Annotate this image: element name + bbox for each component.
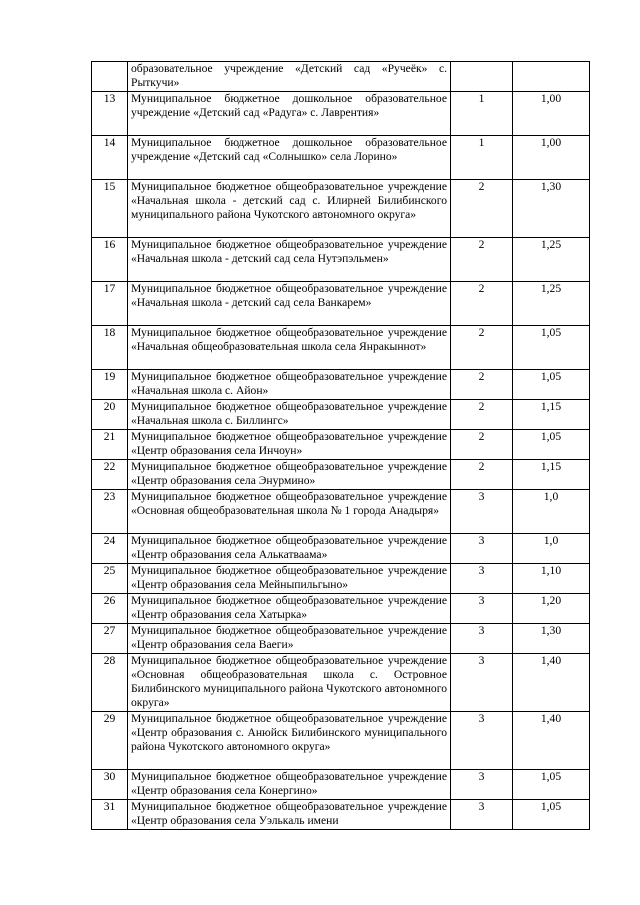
table-row: [92, 770, 590, 800]
institution-name: Муниципальное бюджетное общеобразовательное учреждение «Начальная школа - детский сад с. Илирней Билибинского муниципального района Чукотского автономного округа»: [128, 180, 451, 238]
row-number: 15: [92, 180, 128, 238]
institution-name: Муниципальное бюджетное общеобразовательное учреждение «Центр образования села Конергино»: [128, 770, 451, 800]
coefficient: 1,05: [513, 800, 590, 830]
group-count: 3: [451, 594, 513, 624]
institutions-table: [91, 61, 590, 830]
row-number: 20: [92, 400, 128, 430]
group-count: 2: [451, 180, 513, 238]
row-number: 16: [92, 238, 128, 282]
group-count: 3: [451, 564, 513, 594]
coefficient: 1,05: [513, 770, 590, 800]
coefficient: 1,25: [513, 282, 590, 326]
table-row: [92, 370, 590, 400]
institution-name: Муниципальное бюджетное общеобразовательное учреждение «Начальная школа - детский сад села Ванкарем»: [128, 282, 451, 326]
institution-name: Муниципальное бюджетное общеобразовательное учреждение «Центр образования села Инчоун»: [128, 430, 451, 460]
row-number: 18: [92, 326, 128, 370]
group-count: 3: [451, 534, 513, 564]
table-row: [92, 594, 590, 624]
coefficient: 1,15: [513, 460, 590, 490]
group-count: 3: [451, 490, 513, 534]
institution-name: Муниципальное бюджетное общеобразовательное учреждение «Центр образования села Энурмино»: [128, 460, 451, 490]
group-count: 2: [451, 370, 513, 400]
institution-name: Муниципальное бюджетное общеобразовательное учреждение «Начальная школа с. Биллингс»: [128, 400, 451, 430]
group-count: 3: [451, 712, 513, 770]
table-row: [92, 136, 590, 180]
coefficient: 1,05: [513, 370, 590, 400]
table-row: [92, 534, 590, 564]
coefficient: 1,05: [513, 430, 590, 460]
row-number: 23: [92, 490, 128, 534]
group-count: 2: [451, 460, 513, 490]
row-number: 29: [92, 712, 128, 770]
row-number: 14: [92, 136, 128, 180]
group-count: 3: [451, 770, 513, 800]
coefficient: 1,20: [513, 594, 590, 624]
group-count: 2: [451, 326, 513, 370]
coefficient: 1,10: [513, 564, 590, 594]
table-row: [92, 180, 590, 238]
institution-name: Муниципальное бюджетное дошкольное образовательное учреждение «Детский сад «Радуга» с. Лаврентия»: [128, 92, 451, 136]
table-row: [92, 490, 590, 534]
group-count: 2: [451, 238, 513, 282]
row-number: 30: [92, 770, 128, 800]
coefficient: 1,30: [513, 624, 590, 654]
row-number: 28: [92, 654, 128, 712]
institution-name: образовательное учреждение «Детский сад «Ручеёк» с. Рыткучи»: [128, 62, 451, 92]
table-row: [92, 654, 590, 712]
group-count: [451, 62, 513, 92]
table-row: [92, 400, 590, 430]
table-body: [92, 62, 590, 830]
table-row: [92, 712, 590, 770]
coefficient: 1,0: [513, 534, 590, 564]
institution-name: Муниципальное бюджетное общеобразовательное учреждение «Центр образования с. Анюйск Билибинского муниципального района Чукотского автономного округа»: [128, 712, 451, 770]
row-number: 19: [92, 370, 128, 400]
institution-name: Муниципальное бюджетное общеобразовательное учреждение «Центр образования села Мейныпильгыно»: [128, 564, 451, 594]
coefficient: 1,25: [513, 238, 590, 282]
institution-name: Муниципальное бюджетное общеобразовательное учреждение «Центр образования села Ваеги»: [128, 624, 451, 654]
row-number: [92, 62, 128, 92]
table-row: [92, 430, 590, 460]
coefficient: 1,30: [513, 180, 590, 238]
institution-name: Муниципальное бюджетное общеобразовательное учреждение «Начальная школа с. Айон»: [128, 370, 451, 400]
row-number: 22: [92, 460, 128, 490]
table-row: [92, 92, 590, 136]
institution-name: Муниципальное бюджетное общеобразовательное учреждение «Основная общеобразовательная школа с. Островное Билибинского муниципального района Чукотского автономного округа»: [128, 654, 451, 712]
coefficient: 1,40: [513, 654, 590, 712]
table-row: [92, 282, 590, 326]
row-number: 31: [92, 800, 128, 830]
group-count: 3: [451, 800, 513, 830]
coefficient: 1,0: [513, 490, 590, 534]
group-count: 3: [451, 654, 513, 712]
institution-name: Муниципальное бюджетное общеобразовательное учреждение «Основная общеобразовательная школа № 1 города Анадыря»: [128, 490, 451, 534]
coefficient: 1,40: [513, 712, 590, 770]
coefficient: 1,00: [513, 92, 590, 136]
institution-name: Муниципальное бюджетное общеобразовательное учреждение «Центр образования села Уэлькаль имени: [128, 800, 451, 830]
group-count: 3: [451, 624, 513, 654]
row-number: 26: [92, 594, 128, 624]
row-number: 13: [92, 92, 128, 136]
table-row: [92, 564, 590, 594]
group-count: 1: [451, 92, 513, 136]
coefficient: [513, 62, 590, 92]
institution-name: Муниципальное бюджетное общеобразовательное учреждение «Начальная школа - детский сад села Нутэпэльмен»: [128, 238, 451, 282]
group-count: 1: [451, 136, 513, 180]
row-number: 25: [92, 564, 128, 594]
coefficient: 1,15: [513, 400, 590, 430]
group-count: 2: [451, 430, 513, 460]
group-count: 2: [451, 282, 513, 326]
table-row: [92, 460, 590, 490]
coefficient: 1,05: [513, 326, 590, 370]
institution-name: Муниципальное бюджетное дошкольное образовательное учреждение «Детский сад «Солнышко» села Лорино»: [128, 136, 451, 180]
table-row: [92, 238, 590, 282]
row-number: 17: [92, 282, 128, 326]
table-row: [92, 326, 590, 370]
table-row: [92, 62, 590, 92]
institution-name: Муниципальное бюджетное общеобразовательное учреждение «Начальная общеобразовательная школа села Янракыннот»: [128, 326, 451, 370]
institution-name: Муниципальное бюджетное общеобразовательное учреждение «Центр образования села Алькатваама»: [128, 534, 451, 564]
institution-name: Муниципальное бюджетное общеобразовательное учреждение «Центр образования села Хатырка»: [128, 594, 451, 624]
row-number: 24: [92, 534, 128, 564]
row-number: 21: [92, 430, 128, 460]
group-count: 2: [451, 400, 513, 430]
row-number: 27: [92, 624, 128, 654]
coefficient: 1,00: [513, 136, 590, 180]
table-row: [92, 624, 590, 654]
table-row: [92, 800, 590, 830]
